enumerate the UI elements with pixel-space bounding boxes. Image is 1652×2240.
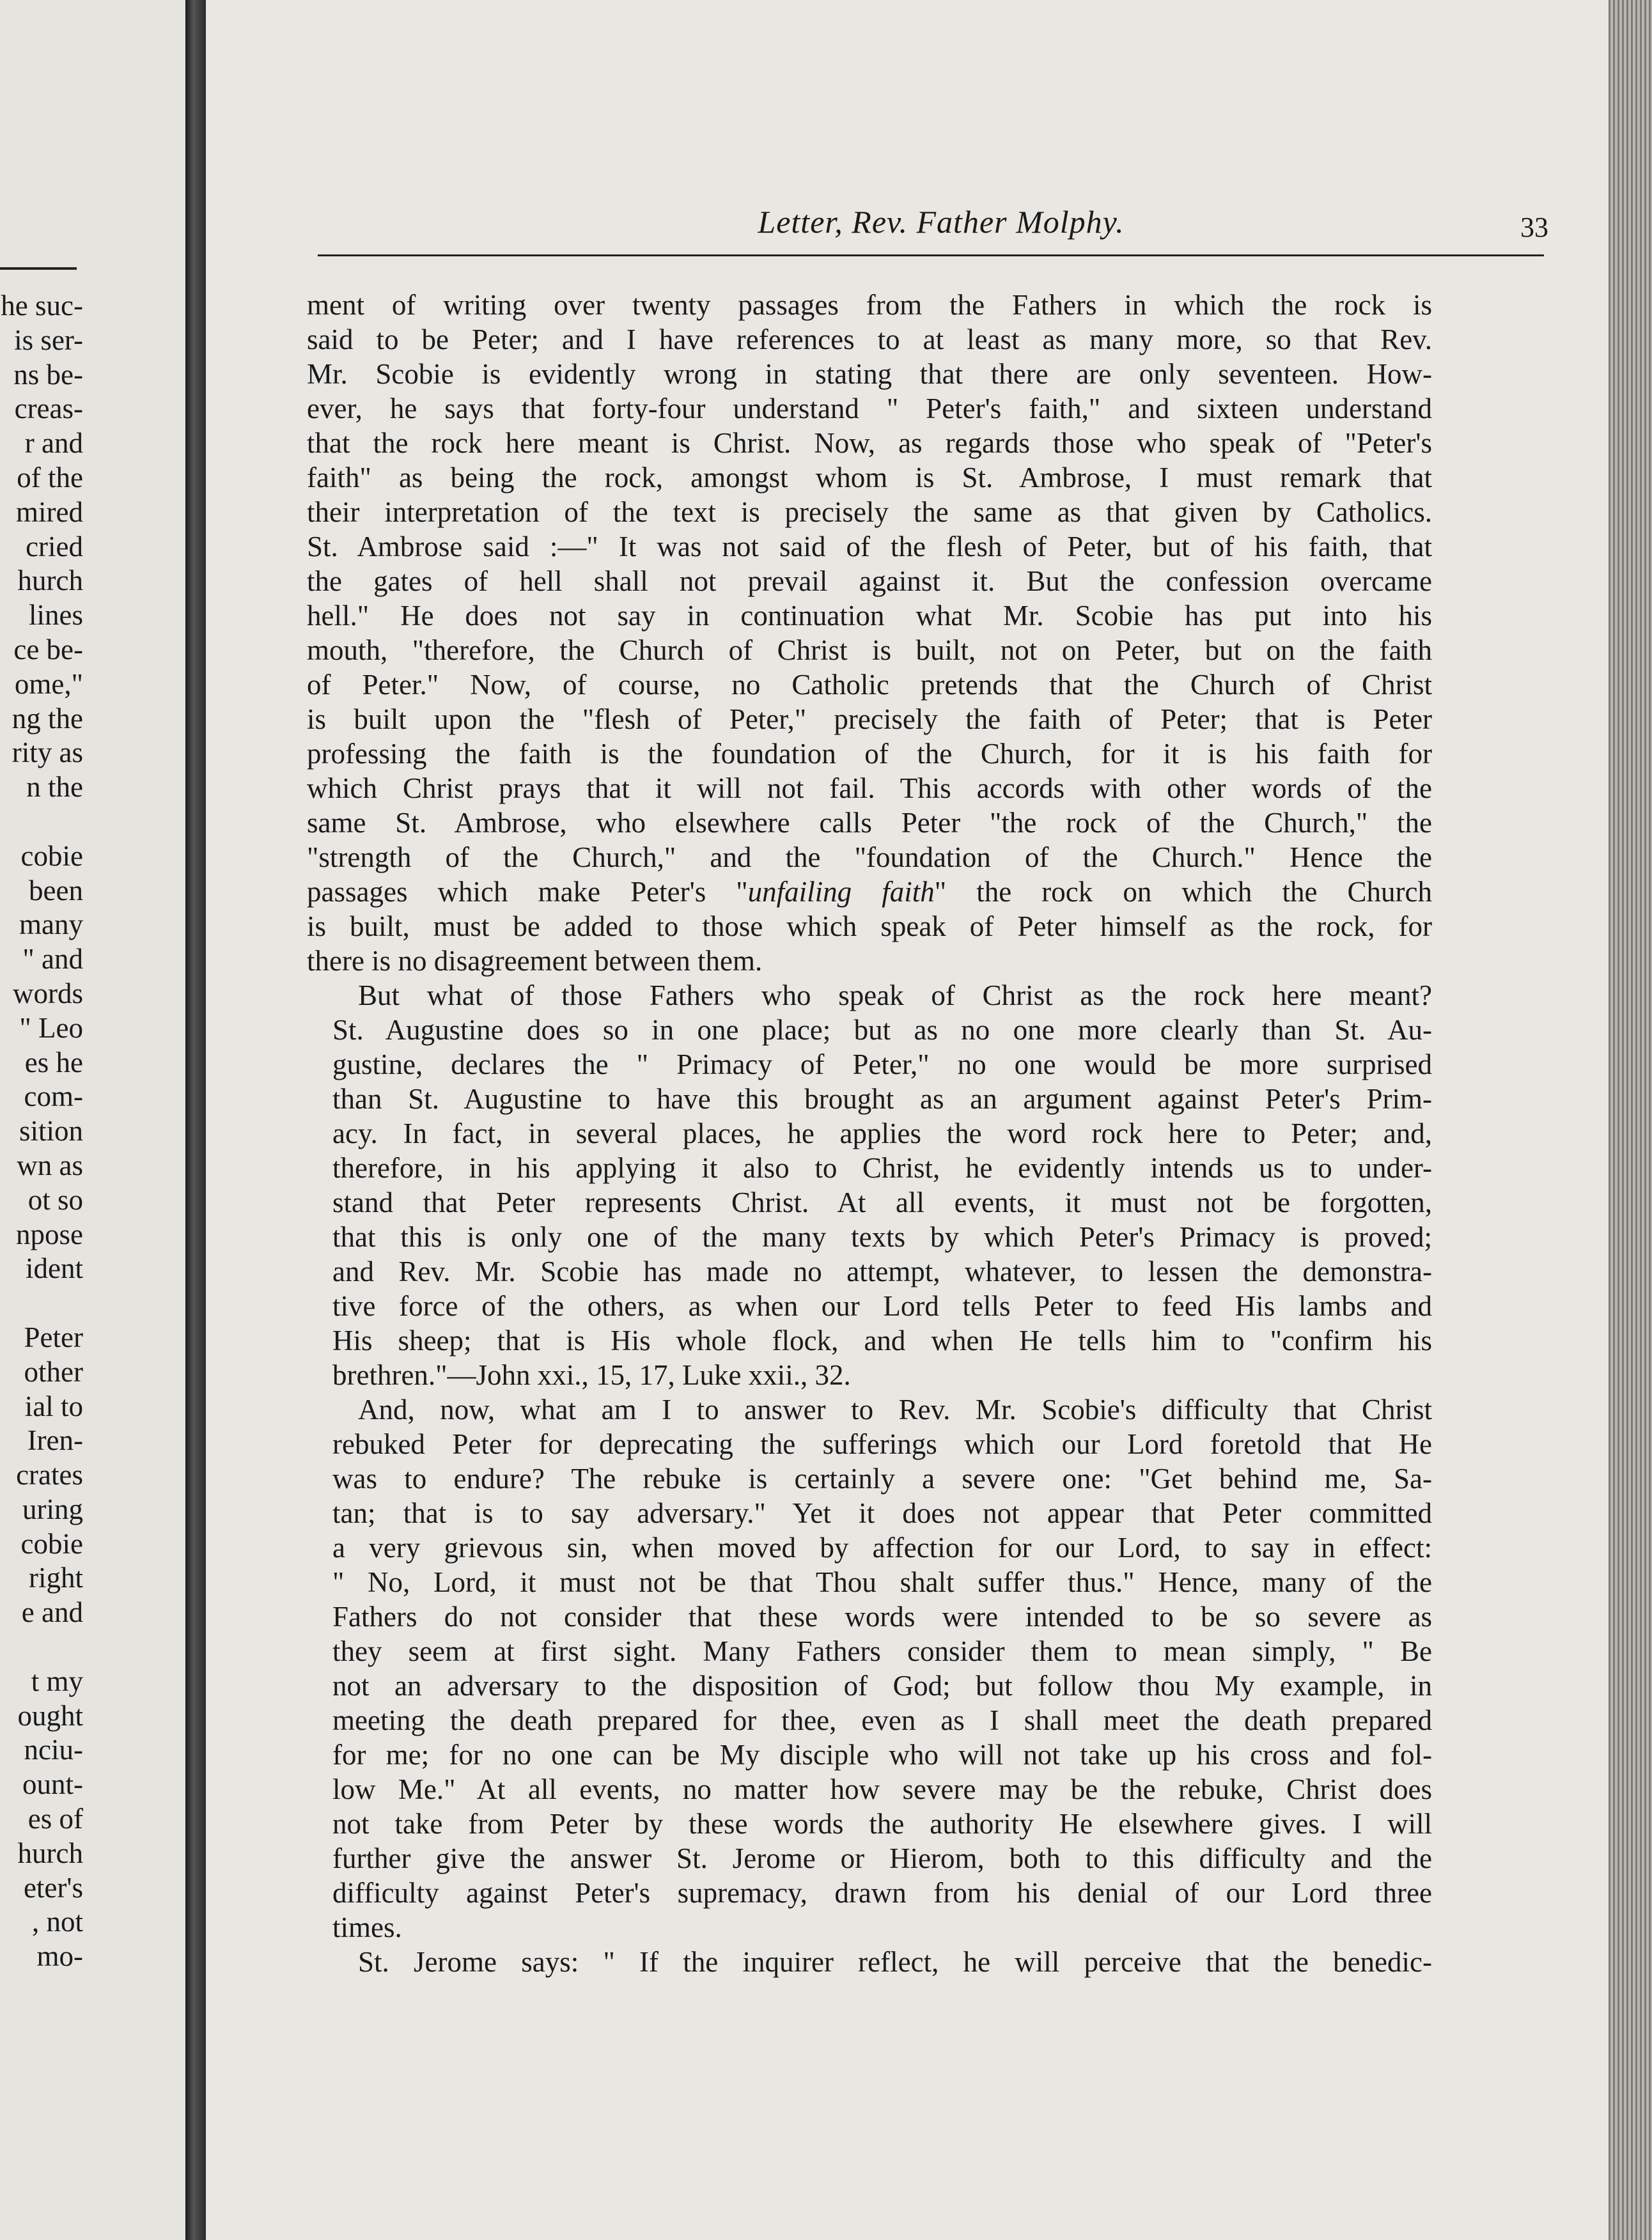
paragraph (307, 1392, 1432, 1945)
text-line: which Christ prays that it will not fail. This accords with other words of the (307, 772, 1432, 804)
facing-page-line: es he (24, 1046, 83, 1078)
facing-page-line: , not (31, 1906, 83, 1938)
text-line: times. (332, 1911, 402, 1943)
facing-page-line: lines (29, 599, 83, 632)
text-line: for me; for no one can be My disciple who will not take up his cross and fol- (332, 1739, 1432, 1771)
text-line: tan; that is to say adversary." Yet it does not appear that Peter committed (332, 1497, 1432, 1529)
text-line: said to be Peter; and I have references to at least as many more, so that Rev. (307, 323, 1432, 355)
facing-page-line: ce be- (13, 633, 83, 665)
facing-page-fragment (0, 0, 185, 2240)
text-line: brethren."—John xxi., 15, 17, Luke xxii., 32. (332, 1359, 851, 1391)
text-line: acy. In fact, in several places, he applies the word rock here to Peter; and, (332, 1117, 1432, 1149)
facing-page-line: ought (17, 1699, 83, 1732)
facing-page-line: hurch (17, 564, 83, 597)
facing-page-line: ome," (14, 667, 83, 700)
facing-page-line: been (29, 874, 83, 906)
facing-page-line: rity as (12, 736, 83, 769)
facing-page-line: ount- (22, 1768, 83, 1801)
facing-page-line: other (24, 1355, 83, 1388)
page-number: 33 (1520, 212, 1548, 243)
text-line: further give the answer St. Jerome or Hierom, both to this difficulty and the (332, 1842, 1432, 1874)
text-line: the gates of hell shall not prevail against it. But the confession overcame (307, 565, 1432, 597)
facing-page-head-rule (0, 267, 77, 270)
facing-page-line: crates (16, 1459, 83, 1491)
facing-page-line: mired (16, 495, 83, 528)
text-line: hell." He does not say in continuation what Mr. Scobie has put into his (307, 600, 1432, 632)
text-line: faith" as being the rock, amongst whom is St. Ambrose, I must remark that (307, 462, 1432, 494)
text-line: professing the faith is the foundation of the Church, for it is his faith for (307, 738, 1432, 770)
text-line: not take from Peter by these words the authority He elsewhere gives. I will (332, 1808, 1432, 1840)
facing-page-line: ns be- (13, 358, 83, 391)
facing-page-line: cobie (20, 1527, 83, 1560)
facing-page-line: creas- (14, 393, 83, 425)
text-line: their interpretation of the text is precisely the same as that given by Catholics. (307, 496, 1432, 528)
facing-page-line: right (29, 1562, 83, 1594)
text-line: Fathers do not consider that these words were intended to be so severe as (332, 1601, 1432, 1633)
text-line: meeting the death prepared for thee, even as I shall meet the death prepared (332, 1704, 1432, 1736)
facing-page-line: n the (26, 771, 83, 804)
text-line: Mr. Scobie is evidently wrong in stating that there are only seventeen. How- (307, 358, 1432, 390)
running-title: Letter, Rev. Father Molphy. (758, 204, 1125, 240)
text-line: that this is only one of the many texts by which Peter's Primacy is proved; (332, 1221, 1432, 1253)
facing-page-line: ot so (27, 1183, 83, 1216)
facing-page-line: hurch (17, 1837, 83, 1869)
facing-page-line: many (19, 908, 83, 941)
facing-page-line: of the (17, 461, 83, 494)
text-line: same St. Ambrose, who elsewhere calls Peter "the rock of the Church," the (307, 807, 1432, 839)
text-line: low Me." At all events, no matter how severe may be the rebuke, Christ does (332, 1773, 1432, 1805)
facing-page-line (1, 1630, 83, 1665)
text-line: of Peter." Now, of course, no Catholic pretends that the Church of Christ (307, 669, 1432, 701)
text-line: gustine, declares the " Primacy of Peter," no one would be more surprised (332, 1048, 1432, 1080)
text-line: mouth, "therefore, the Church of Christ is built, not on Peter, but on the faith (307, 634, 1432, 666)
text-line: there is no disagreement between them. (307, 945, 763, 977)
facing-page-line: ial to (24, 1390, 83, 1422)
facing-page-line: " and (22, 943, 83, 976)
text-line: passages which make Peter's "unfailing faith" the rock on which the Church (307, 876, 1433, 908)
text-line: and Rev. Mr. Scobie has made no attempt, whatever, to lessen the demonstra- (332, 1256, 1432, 1287)
body-text (307, 288, 1432, 1979)
facing-page-line: ng the (12, 702, 83, 735)
facing-page-line: mo- (36, 1940, 83, 1973)
facing-page-line: nciu- (24, 1734, 83, 1766)
facing-page-line: Iren- (27, 1424, 83, 1457)
text-line: therefore, in his applying it also to Christ, he evidently intends us to under- (332, 1152, 1432, 1184)
text-line: St. Jerome says: " If the inquirer reflect, he will perceive that the benedic- (358, 1946, 1432, 1978)
text-line: they seem at first sight. Many Fathers consider them to mean simply, " Be (332, 1635, 1432, 1667)
text-line: is built upon the "flesh of Peter," precisely the faith of Peter; that is Peter (307, 703, 1432, 735)
paragraph (307, 288, 1432, 978)
facing-page-line: Peter (24, 1321, 83, 1353)
text-line: But what of those Fathers who speak of Christ as the rock here meant? (358, 979, 1432, 1011)
text-line: St. Augustine does so in one place; but as no one more clearly than St. Au- (332, 1014, 1432, 1046)
facing-page-line (1, 1286, 83, 1321)
text-line: "strength of the Church," and the "foundation of the Church." Hence the (307, 841, 1432, 873)
text-line: And, now, what am I to answer to Rev. Mr. Scobie's difficulty that Christ (358, 1394, 1432, 1426)
text-line: was to endure? The rebuke is certainly a severe one: "Get behind me, Sa- (332, 1463, 1432, 1495)
facing-page-line: es of (27, 1803, 83, 1835)
facing-page-line: t my (31, 1665, 83, 1697)
text-line: a very grievous sin, when moved by affection for our Lord, to say in effect: (332, 1532, 1432, 1564)
facing-page-line: e and (21, 1596, 83, 1629)
text-line: St. Ambrose said :—" It was not said of the flesh of Peter, but of his faith, that (307, 531, 1432, 563)
text-line: not an adversary to the disposition of God; but follow thou My example, in (332, 1670, 1432, 1702)
facing-page-line: com- (24, 1080, 83, 1113)
facing-page-line-fragments (1, 289, 83, 1974)
facing-page-line: eter's (23, 1871, 83, 1904)
facing-page-line: wn as (17, 1149, 83, 1181)
text-line: ment of writing over twenty passages from the Fathers in which the rock is (307, 289, 1432, 321)
book-gutter (185, 0, 206, 2240)
facing-page-line: he suc- (1, 290, 83, 322)
text-line: ever, he says that forty-four understand " Peter's faith," and sixteen understand (307, 393, 1432, 424)
text-line: rebuked Peter for deprecating the sufferings which our Lord foretold that He (332, 1428, 1432, 1460)
page (206, 0, 1609, 2240)
facing-page-line: is ser- (14, 323, 83, 356)
facing-page-line: r and (24, 427, 83, 460)
header-rule (318, 254, 1544, 256)
facing-page-line: npose (16, 1218, 83, 1250)
text-line: stand that Peter represents Christ. At all events, it must not be forgotten, (332, 1186, 1432, 1218)
facing-page-line: cried (26, 530, 83, 563)
text-line: than St. Augustine to have this brought as an argument against Peter's Prim- (332, 1083, 1432, 1115)
facing-page-line: words (13, 977, 83, 1009)
facing-page-line: cobie (20, 839, 83, 872)
facing-page-line: " Leo (19, 1011, 83, 1044)
text-line: His sheep; that is His whole flock, and when He tells him to "confirm his (332, 1325, 1432, 1357)
facing-page-line (1, 805, 83, 839)
paragraph (307, 1945, 1432, 1979)
facing-page-line: sition (19, 1115, 83, 1147)
page-edges (1609, 0, 1652, 2240)
text-line: is built, must be added to those which speak of Peter himself as the rock, for (307, 910, 1432, 942)
facing-page-line: ident (26, 1252, 83, 1285)
text-line: that the rock here meant is Christ. Now, as regards those who speak of "Peter's (307, 427, 1432, 459)
running-head (334, 203, 1548, 248)
text-line: difficulty against Peter's supremacy, drawn from his denial of our Lord three (332, 1877, 1432, 1909)
paragraph (307, 978, 1432, 1392)
text-line: " No, Lord, it must not be that Thou shalt suffer thus." Hence, many of the (332, 1566, 1432, 1598)
facing-page-line: uring (22, 1493, 83, 1525)
text-line: tive force of the others, as when our Lord tells Peter to feed His lambs and (332, 1290, 1432, 1322)
